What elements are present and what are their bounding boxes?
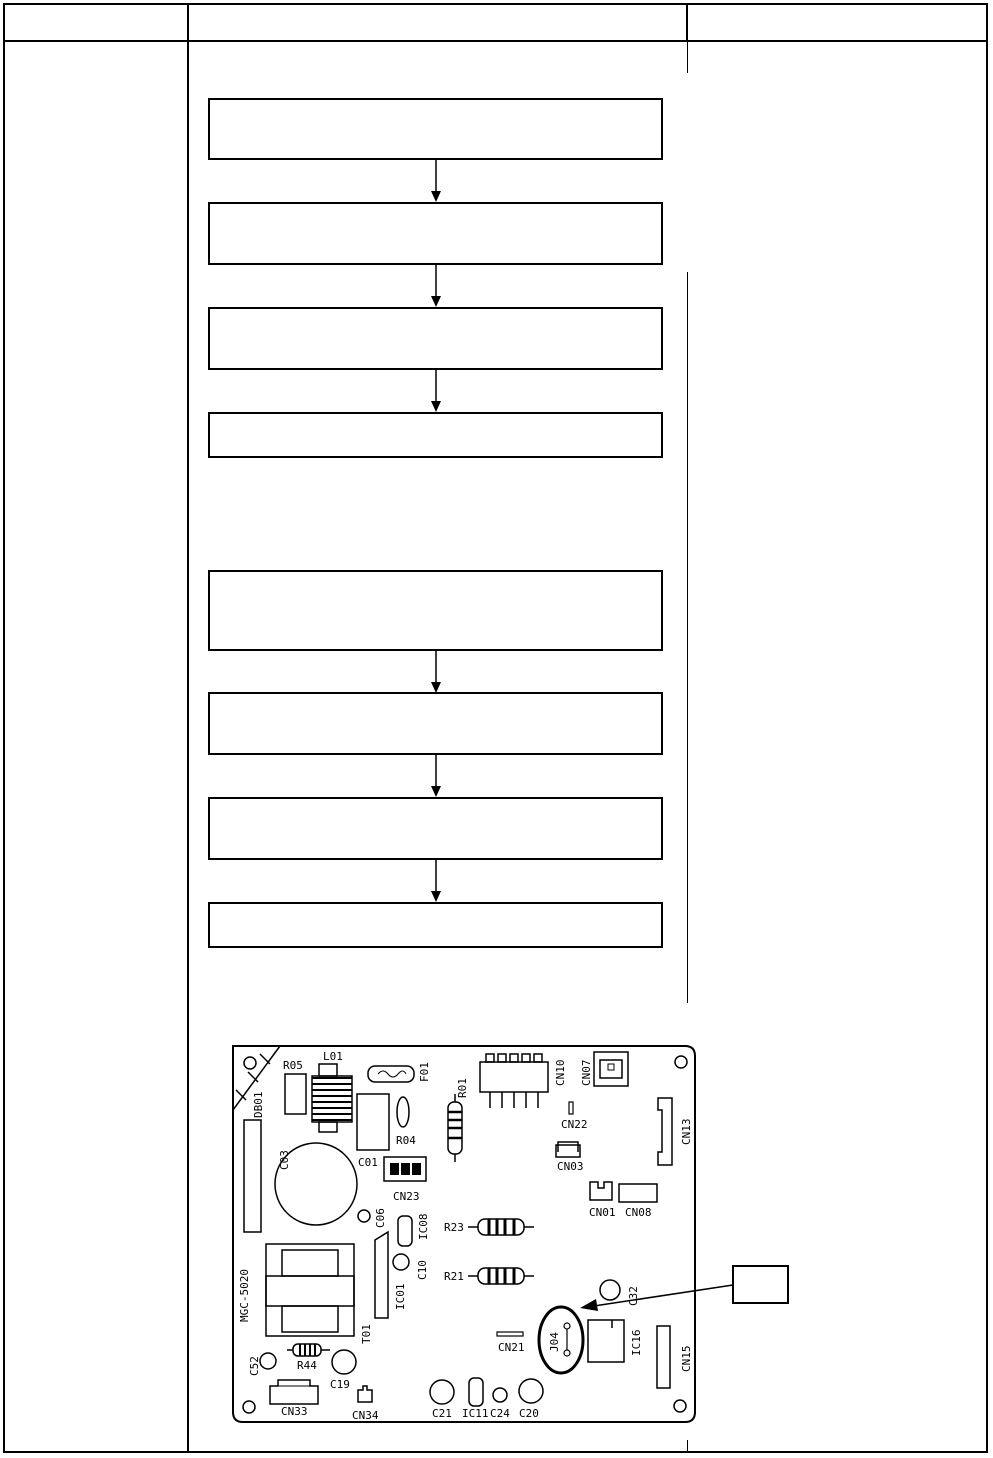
label-c32: C32: [627, 1286, 640, 1306]
label-board-model: MGC-5020: [238, 1269, 251, 1322]
r05-resistor: [285, 1074, 306, 1114]
ic11-chip: [469, 1378, 483, 1406]
label-cn01: CN01: [589, 1206, 616, 1219]
mounting-hole: [674, 1400, 686, 1412]
label-ic16: IC16: [630, 1329, 643, 1356]
label-r21: R21: [444, 1270, 464, 1283]
cn01-connector: [590, 1182, 612, 1200]
label-cn08: CN08: [625, 1206, 652, 1219]
cn07-connector: [594, 1052, 628, 1086]
ic01-chip: [375, 1232, 388, 1318]
c24-capacitor: [493, 1388, 507, 1402]
label-c20: C20: [519, 1407, 539, 1420]
callout-arrowhead: [580, 1299, 598, 1311]
label-c03: C03: [278, 1150, 291, 1170]
r44-resistor: [293, 1344, 321, 1356]
c10-capacitor: [393, 1254, 409, 1270]
ic16-chip: [588, 1320, 624, 1362]
cn03-connector: [558, 1142, 578, 1152]
db01-bridge: [244, 1120, 261, 1232]
label-cn03: CN03: [557, 1160, 584, 1173]
t01-transformer: [266, 1244, 354, 1336]
label-cn22: CN22: [561, 1118, 588, 1131]
label-j04: J04: [548, 1332, 561, 1352]
label-ic08: IC08: [417, 1213, 430, 1240]
label-c01: C01: [358, 1156, 378, 1169]
f01-fuse: [368, 1066, 414, 1082]
cn21-jumper: [497, 1332, 523, 1336]
label-c52: C52: [248, 1356, 261, 1376]
r21-resistor: [478, 1268, 524, 1284]
j04-highlight-ring: [539, 1307, 583, 1373]
cn33-connector: [270, 1380, 318, 1404]
label-r05: R05: [283, 1059, 303, 1072]
cn34-connector: [358, 1386, 372, 1402]
label-cn15: CN15: [680, 1345, 693, 1372]
label-r44: R44: [297, 1359, 317, 1372]
label-cn07: CN07: [580, 1059, 593, 1086]
label-cn10: CN10: [554, 1059, 567, 1086]
mounting-hole: [243, 1401, 255, 1413]
label-c06: C06: [374, 1208, 387, 1228]
label-cn21: CN21: [498, 1341, 525, 1354]
label-l01: L01: [323, 1050, 343, 1063]
c19-capacitor: [332, 1350, 356, 1374]
mounting-hole: [675, 1056, 687, 1068]
r23-resistor: [478, 1219, 524, 1235]
label-cn34: CN34: [352, 1409, 379, 1422]
c20-capacitor: [519, 1379, 543, 1403]
label-ic11: IC11: [462, 1407, 489, 1420]
c32-capacitor: [600, 1280, 620, 1300]
mounting-hole: [244, 1057, 256, 1069]
label-cn33: CN33: [281, 1405, 308, 1418]
label-cn23: CN23: [393, 1190, 420, 1203]
cn13-connector: [658, 1098, 672, 1165]
ic08-chip: [398, 1216, 412, 1246]
l01-inductor: [312, 1078, 352, 1120]
callout-arrow: [594, 1285, 733, 1306]
label-t01: T01: [360, 1324, 373, 1344]
cn22-jumper: [569, 1102, 573, 1114]
label-ic01: IC01: [394, 1283, 407, 1310]
label-f01: F01: [418, 1062, 431, 1082]
label-c19: C19: [330, 1378, 350, 1391]
cn08-connector: [619, 1184, 657, 1202]
cn15-connector: [657, 1326, 670, 1388]
label-cn13: CN13: [680, 1118, 693, 1145]
label-r04: R04: [396, 1134, 416, 1147]
c01-capacitor: [357, 1094, 389, 1150]
callout-label-box: [732, 1265, 789, 1304]
cn10-connector: [480, 1062, 548, 1092]
c52-capacitor: [260, 1353, 276, 1369]
r04-varistor: [397, 1097, 409, 1127]
label-db01: DB01: [252, 1091, 265, 1118]
label-c24: C24: [490, 1407, 510, 1420]
label-r01: R01: [456, 1078, 469, 1098]
label-c10: C10: [416, 1260, 429, 1280]
j04-jumper: [564, 1323, 570, 1329]
label-r23: R23: [444, 1221, 464, 1234]
c21-capacitor: [430, 1380, 454, 1404]
c06-capacitor: [358, 1210, 370, 1222]
label-c21: C21: [432, 1407, 452, 1420]
